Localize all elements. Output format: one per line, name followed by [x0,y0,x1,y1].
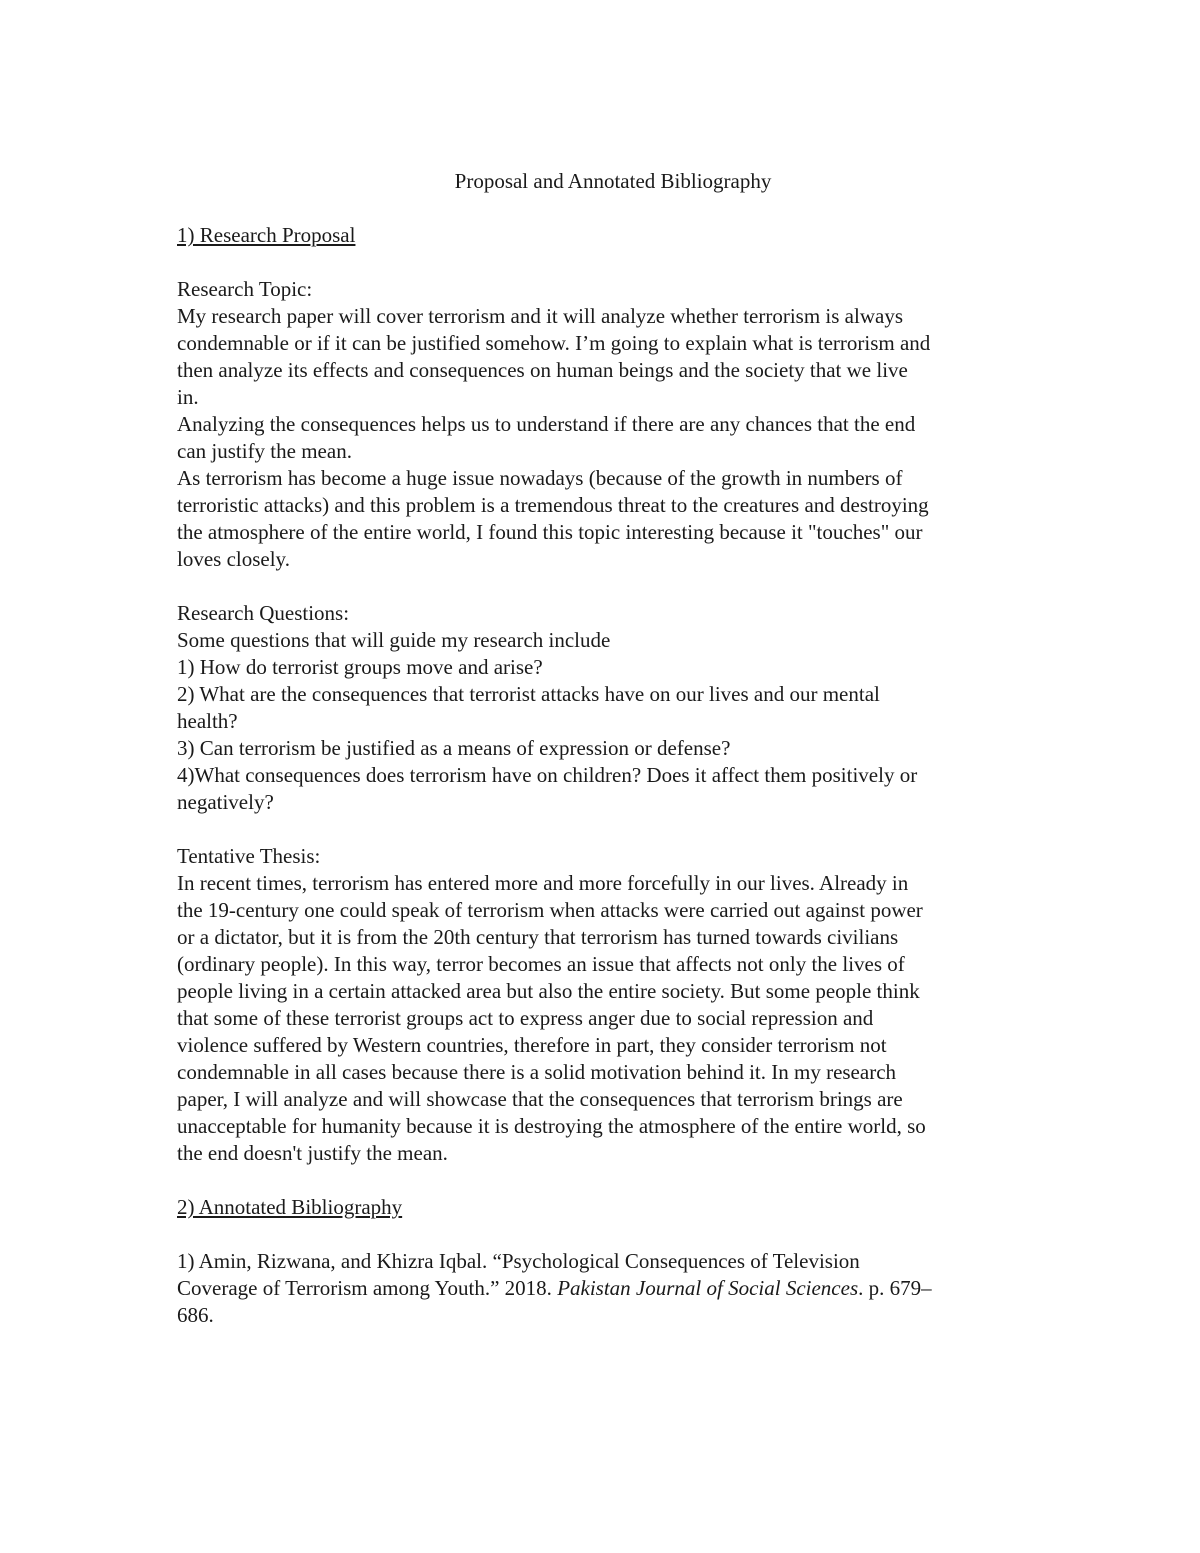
question-line: health? [177,709,238,733]
citation-pages: . p. 679– [858,1276,932,1300]
question-line: 2) What are the consequences that terrorist attacks have on our lives and our mental [177,682,880,706]
topic-line: My research paper will cover terrorism and it will analyze whether terrorism is always [177,304,903,328]
document-page [177,168,1037,1329]
thesis-line: people living in a certain attacked area but also the entire society. But some people think [177,979,920,1003]
bibliography-line [177,1275,1037,1302]
spacer [177,1221,1037,1248]
citation-text: Coverage of Terrorism among Youth.” 2018. [177,1276,558,1300]
thesis-line: unacceptable for humanity because it is destroying the atmosphere of the entire world, so [177,1114,926,1138]
question-line: 1) How do terrorist groups move and arise? [177,655,543,679]
topic-line: Analyzing the consequences helps us to understand if there are any chances that the end [177,412,916,436]
thesis-line: or a dictator, but it is from the 20th century that terrorism has turned towards civilians [177,925,899,949]
thesis-line: paper, I will analyze and will showcase that the consequences that terrorism brings are [177,1087,903,1111]
research-questions-label: Research Questions: [177,601,350,625]
topic-line: the atmosphere of the entire world, I found this topic interesting because it "touches" our [177,520,923,544]
question-line: negatively? [177,790,274,814]
thesis-line: condemnable in all cases because there is a solid motivation behind it. In my research [177,1060,897,1084]
question-line: Some questions that will guide my research include [177,628,611,652]
topic-line: then analyze its effects and consequences on human beings and the society that we live [177,358,908,382]
spacer [177,195,1037,222]
bibliography-line: 1) Amin, Rizwana, and Khizra Iqbal. “Psychological Consequences of Television [177,1249,860,1273]
tentative-thesis-label: Tentative Thesis: [177,844,321,868]
thesis-line: the 19-century one could speak of terrorism when attacks were carried out against power [177,898,923,922]
thesis-line: that some of these terrorist groups act to express anger due to social repression and [177,1006,874,1030]
question-line: 3) Can terrorism be justified as a means of expression or defense? [177,736,731,760]
section-heading-research-proposal: 1) Research Proposal [177,223,356,247]
topic-line: loves closely. [177,547,290,571]
topic-line: As terrorism has become a huge issue nowadays (because of the growth in numbers of [177,466,903,490]
research-questions-body [177,627,1037,816]
research-topic-label: Research Topic: [177,277,313,301]
topic-line: terroristic attacks) and this problem is a tremendous threat to the creatures and destroying [177,493,929,517]
thesis-line: In recent times, terrorism has entered more and more forcefully in our lives. Already in [177,871,909,895]
question-line: 4)What consequences does terrorism have on children? Does it affect them positively or [177,763,918,787]
spacer [177,1167,1037,1194]
tentative-thesis-body [177,870,1037,1167]
journal-title: Pakistan Journal of Social Sciences [557,1276,859,1300]
bibliography-line: 686. [177,1303,214,1327]
thesis-line: (ordinary people). In this way, terror becomes an issue that affects not only the lives of [177,952,905,976]
spacer [177,573,1037,600]
bibliography-entry [177,1248,1037,1329]
topic-line: condemnable or if it can be justified somehow. I’m going to explain what is terrorism and [177,331,931,355]
thesis-line: the end doesn't justify the mean. [177,1141,448,1165]
document-title: Proposal and Annotated Bibliography [454,169,772,193]
section-heading-annotated-bibliography: 2) Annotated Bibliography [177,1195,403,1219]
research-topic-body [177,303,1037,573]
spacer [177,249,1037,276]
thesis-line: violence suffered by Western countries, therefore in part, they consider terrorism not [177,1033,887,1057]
topic-line: can justify the mean. [177,439,352,463]
topic-line: in. [177,385,199,409]
spacer [177,816,1037,843]
